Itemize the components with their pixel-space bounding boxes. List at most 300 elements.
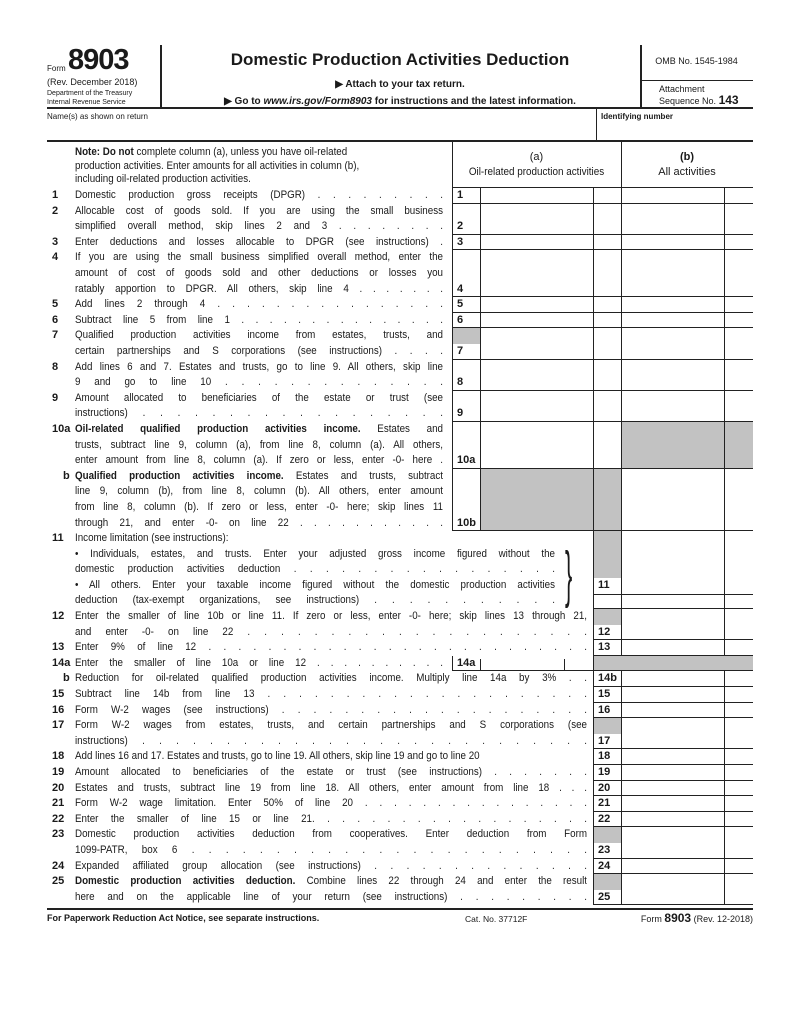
line-text: line 9, column (b), from line 8, column (b). All others, enter amount xyxy=(75,485,443,498)
line-number: b xyxy=(63,672,70,685)
line-number: 2 xyxy=(52,204,59,217)
line-text: If you are using the small business simplified overall method, enter the xyxy=(75,251,443,264)
rule xyxy=(593,594,753,595)
line-text: Subtract line 14b from line 13 . . . . . . . . . . . . . . . . . . . . . xyxy=(75,688,587,701)
note-line: production activities. Enter amounts for all activities in column (b), xyxy=(75,159,360,172)
line-number: 23 xyxy=(52,828,65,841)
omb-number: OMB No. 1545-1984 xyxy=(655,56,738,66)
line-3-col-b-cents[interactable] xyxy=(724,235,753,251)
line-text: domestic production activities deduction . . . . . . . . . . . . . . . . . xyxy=(75,563,555,576)
line-number: 5 xyxy=(52,298,59,311)
line-6-col-a-cents[interactable] xyxy=(593,313,621,329)
line-14b-amount[interactable] xyxy=(621,671,724,687)
line-19-row xyxy=(47,765,753,781)
line-2-col-b-amount[interactable] xyxy=(621,204,724,235)
description-line xyxy=(75,500,443,516)
line-1-col-a-cents[interactable] xyxy=(593,188,621,204)
line-text: Amount allocated to beneficiaries of the estate or trust (see instructions) . . . . . . . xyxy=(75,766,587,779)
column-b-letter: (b) xyxy=(679,151,695,163)
footer-revision: (Rev. 12-2018) xyxy=(693,914,753,924)
line-14a-row xyxy=(47,656,753,672)
line-box-label: 10a xyxy=(457,454,476,467)
line-2-col-a-amount[interactable] xyxy=(480,204,593,235)
line-number: 12 xyxy=(52,610,65,623)
line-number-box xyxy=(452,469,480,531)
attachment-label: Attachment xyxy=(659,84,705,94)
line-number-box xyxy=(593,671,621,687)
line-description xyxy=(75,235,503,251)
line-box-label: 1 xyxy=(457,189,464,201)
line-18-amount[interactable] xyxy=(621,749,724,765)
line-text: • Individuals, estates, and trusts. Enter your adjusted gross income figured without the xyxy=(75,547,555,560)
line-text: • All others. Enter your taxable income figured without the domestic production activities xyxy=(75,578,555,591)
line-box-label: 21 xyxy=(598,797,611,810)
line-text: Qualified production activities income from estates, trusts, and xyxy=(75,329,443,342)
line-23-amount[interactable] xyxy=(621,827,724,858)
description-line xyxy=(75,469,443,485)
shaded-area xyxy=(594,718,621,734)
description-line xyxy=(75,406,443,422)
line-6-col-a-amount[interactable] xyxy=(480,313,593,329)
name-label: Name(s) as shown on return xyxy=(47,112,148,121)
line-20-row xyxy=(47,781,753,797)
line-number-box xyxy=(593,874,621,905)
line-text: Combine lines 22 through 24 and enter the result xyxy=(295,875,587,888)
form-number: 8903 xyxy=(68,44,129,76)
attach-instruction: ▶ Attach to your tax return. xyxy=(335,79,465,90)
description-line xyxy=(75,656,443,672)
catalog-number: Cat. No. 37712F xyxy=(465,914,528,924)
line-5-col-b-cents[interactable] xyxy=(724,297,753,313)
line-7-col-b-cents[interactable] xyxy=(724,328,753,359)
line-9-col-b-amount[interactable] xyxy=(621,391,724,422)
line-17-amount[interactable] xyxy=(621,718,724,749)
goto-instruction xyxy=(160,96,640,107)
line-box-label: 20 xyxy=(598,781,611,794)
line-number-box xyxy=(593,765,621,781)
name-field[interactable] xyxy=(47,109,596,140)
shaded-area xyxy=(594,827,621,843)
line-13-cents[interactable] xyxy=(724,640,753,656)
description-line xyxy=(75,703,587,719)
line-7-col-a-cents[interactable] xyxy=(593,328,621,359)
description-line xyxy=(75,328,443,344)
line-description xyxy=(75,656,503,672)
line-box-label: 6 xyxy=(457,313,464,326)
goto-suffix: for instructions and the latest information. xyxy=(372,96,576,107)
line-4-col-a-cents[interactable] xyxy=(593,250,621,297)
line-text: Add lines 2 through 4 . . . . . . . . . . . . . . . . xyxy=(75,298,443,311)
line-10a-row xyxy=(47,422,753,469)
line-12-row xyxy=(47,609,753,640)
description-line xyxy=(75,484,443,500)
line-text: Enter the smaller of line 10b or line 11. If zero or less, enter -0- here; skip lines 13 through 21, xyxy=(75,610,587,623)
description-line xyxy=(75,188,443,204)
line-number: 8 xyxy=(52,360,59,373)
department: Department of the Treasury xyxy=(47,90,133,97)
description-line xyxy=(75,438,443,454)
line-6-col-b-amount[interactable] xyxy=(621,313,724,329)
note-line: complete column (a), unless you have oil-related xyxy=(133,146,348,158)
line-4-col-b-cents[interactable] xyxy=(724,250,753,297)
description-line xyxy=(75,859,587,875)
line-14b-cents[interactable] xyxy=(724,671,753,687)
line-number: 1 xyxy=(52,189,59,201)
line-10b-col-a-amount xyxy=(480,469,593,531)
note xyxy=(75,146,445,187)
agency: Internal Revenue Service xyxy=(47,99,126,106)
line-16-amount[interactable] xyxy=(621,703,724,719)
line-number-box xyxy=(593,827,621,858)
line-21-row xyxy=(47,796,753,812)
line-description xyxy=(75,204,503,235)
line-description xyxy=(75,188,503,204)
line-text: instructions) . . . . . . . . . . . . . . . . . . . . . . . . . . . xyxy=(75,734,587,747)
line-23-row xyxy=(47,827,753,858)
line-text: Amount allocated to beneficiaries of the estate or trust (see xyxy=(75,391,443,404)
line-9-row xyxy=(47,391,753,422)
shaded-area xyxy=(594,531,621,578)
description-line xyxy=(75,547,555,563)
line-number-box xyxy=(593,718,621,749)
line-number: 21 xyxy=(52,797,65,810)
rule xyxy=(593,904,753,905)
line-text: Reduction for oil-related qualified production activities income. Multiply line 14a by 3% . . xyxy=(75,672,587,685)
description-line xyxy=(75,266,443,282)
description-line xyxy=(75,422,443,438)
line-15-row xyxy=(47,687,753,703)
line-10a-col-b-amount xyxy=(621,422,724,469)
line-description xyxy=(75,812,670,828)
description-line xyxy=(75,235,443,251)
line-description xyxy=(75,781,670,797)
line-8-col-b-cents[interactable] xyxy=(724,360,753,391)
footer-form-number: 8903 xyxy=(664,911,692,925)
description-line xyxy=(75,516,443,532)
line-8-row xyxy=(47,360,753,391)
line-description xyxy=(75,469,503,531)
line-17-cents[interactable] xyxy=(724,718,753,749)
description-line xyxy=(75,531,555,547)
line-number-box xyxy=(452,422,480,469)
bold-lead: Domestic production activities deduction. xyxy=(75,875,296,888)
line-9-col-b-cents[interactable] xyxy=(724,391,753,422)
line-number: 16 xyxy=(52,703,65,716)
line-12-cents[interactable] xyxy=(724,609,753,640)
line-9-col-a-cents[interactable] xyxy=(593,391,621,422)
line-number-box xyxy=(593,859,621,875)
line-description xyxy=(75,250,503,297)
line-text: Subtract line 5 from line 1 . . . . . . . . . . . . . . . xyxy=(75,313,443,326)
line-8-col-a-cents[interactable] xyxy=(593,360,621,391)
line-text: Add lines 16 and 17. Estates and trusts, go to line 19. All others, skip line 19 and go to line 20 xyxy=(75,750,480,763)
line-10b-row xyxy=(47,469,753,531)
line-number: 10a xyxy=(52,422,71,435)
line-14b-row xyxy=(47,671,753,687)
line-text: Enter the smaller of line 10a or line 12 . . . . . . . . . . xyxy=(75,656,443,669)
line-24-row xyxy=(47,859,753,875)
line-3-col-b-amount[interactable] xyxy=(621,235,724,251)
line-2-row xyxy=(47,204,753,235)
line-box-label: 4 xyxy=(457,282,464,295)
line-10b-col-a-cents xyxy=(593,469,621,531)
line-20-amount[interactable] xyxy=(621,781,724,797)
line-10b-col-b-cents[interactable] xyxy=(724,469,753,531)
line-description xyxy=(75,609,670,640)
line-text: amount of cost of goods sold and other deductions or losses you xyxy=(75,266,443,279)
line-box-label: 19 xyxy=(598,766,611,779)
line-2-col-a-cents[interactable] xyxy=(593,204,621,235)
line-text: and enter -0- on line 22 . . . . . . . . . . . . . . . . . . . . . xyxy=(75,625,587,638)
description-line xyxy=(75,453,443,469)
column-b-header xyxy=(621,150,753,180)
line-box-label: 14a xyxy=(457,656,476,669)
description-line xyxy=(75,625,587,641)
line-number: 19 xyxy=(52,766,65,779)
description-line xyxy=(75,781,587,797)
line-2-col-b-cents[interactable] xyxy=(724,204,753,235)
line-number-box xyxy=(593,796,621,812)
line-text: certain partnerships and S corporations (see instructions) . . . . xyxy=(75,344,443,357)
line-description xyxy=(75,422,503,469)
line-description xyxy=(75,328,503,359)
description-line xyxy=(75,344,443,360)
description-line xyxy=(75,391,443,407)
line-16-cents[interactable] xyxy=(724,703,753,719)
line-text: through 21, and enter -0- on line 22 . . . . . . . . . . . xyxy=(75,516,443,529)
line-18-row xyxy=(47,749,753,765)
line-number: 4 xyxy=(52,251,59,264)
line-number-box xyxy=(593,749,621,765)
column-a-letter: (a) xyxy=(529,151,544,163)
line-12-amount[interactable] xyxy=(621,609,724,640)
line-number-box xyxy=(593,609,621,640)
line-text: Expanded affiliated group allocation (see instructions) . . . . . . . . . . . . . . xyxy=(75,859,587,872)
line-description xyxy=(75,749,670,765)
line-10a-col-a-amount[interactable] xyxy=(480,422,593,469)
line-text: from line 8, column (b). If zero or less, enter -0- here; skip lines 11 xyxy=(75,500,443,513)
line-box-label: 8 xyxy=(457,376,464,389)
line-7-col-a-amount[interactable] xyxy=(480,328,593,359)
line-7-row xyxy=(47,328,753,359)
line-text: Form W-2 wage limitation. Enter 50% of line 20 . . . . . . . . . . . . . . . . xyxy=(75,797,587,810)
line-number: 17 xyxy=(52,719,65,732)
line-3-col-a-amount[interactable] xyxy=(480,235,593,251)
line-1-col-a-amount[interactable] xyxy=(480,188,593,204)
line-text: Estates and trusts, subtract xyxy=(283,469,443,482)
note-bold: Note: Do not xyxy=(75,146,134,158)
line-21-cents[interactable] xyxy=(724,796,753,812)
line-number: 9 xyxy=(52,391,59,404)
line-description xyxy=(75,671,670,687)
line-1-col-b-cents[interactable] xyxy=(724,188,753,204)
line-3-col-a-cents[interactable] xyxy=(593,235,621,251)
line-description xyxy=(75,391,503,422)
line-5-col-a-amount[interactable] xyxy=(480,297,593,313)
form-title: Domestic Production Activities Deduction xyxy=(230,50,570,69)
line-text: 1099-PATR, box 6 . . . . . . . . . . . . . . . . . . . . . . . . xyxy=(75,844,587,857)
line-25-amount[interactable] xyxy=(621,874,724,905)
line-24-cents[interactable] xyxy=(724,859,753,875)
line-number-box xyxy=(452,235,480,251)
line-number: 7 xyxy=(52,329,59,342)
line-4-col-a-amount[interactable] xyxy=(480,250,593,297)
line-19-amount[interactable] xyxy=(621,765,724,781)
line-description xyxy=(75,640,670,656)
line-22-row xyxy=(47,812,753,828)
line-18-cents[interactable] xyxy=(724,749,753,765)
sequence-number xyxy=(659,93,739,107)
line-text: Form W-2 wages from estates, trusts, and certain partnerships and S corporations (see xyxy=(75,719,587,732)
line-10b-col-b-amount[interactable] xyxy=(621,469,724,531)
line-4-row xyxy=(47,250,753,297)
description-line xyxy=(75,562,555,578)
line-19-cents[interactable] xyxy=(724,765,753,781)
description-line xyxy=(75,718,587,734)
line-number-box xyxy=(452,188,480,204)
paperwork-notice: For Paperwork Reduction Act Notice, see separate instructions. xyxy=(47,913,320,923)
line-24-amount[interactable] xyxy=(621,859,724,875)
description-line xyxy=(75,282,443,298)
line-description xyxy=(75,765,670,781)
irs-url-link[interactable]: www.irs.gov/Form8903 xyxy=(263,96,372,107)
line-20-cents[interactable] xyxy=(724,781,753,797)
description-line xyxy=(75,671,587,687)
line-5-col-b-amount[interactable] xyxy=(621,297,724,313)
description-line xyxy=(75,250,443,266)
line-text: 9 and go to line 10 . . . . . . . . . . . . . . xyxy=(75,376,443,389)
line-13-amount[interactable] xyxy=(621,640,724,656)
goto-prefix: ▶ Go to xyxy=(224,96,264,107)
description-line xyxy=(75,890,587,906)
line-number-box xyxy=(452,313,480,329)
line-text: here and on the applicable line of your return (see instructions) . . . . . . . . . xyxy=(75,890,587,903)
line-25-cents[interactable] xyxy=(724,874,753,905)
line-text: enter amount from line 8, column (a). If zero or less, enter -0- here . xyxy=(75,454,443,467)
line-8-col-a-amount[interactable] xyxy=(480,360,593,391)
form-revision: (Rev. December 2018) xyxy=(47,77,138,87)
line-1-col-b-amount[interactable] xyxy=(621,188,724,204)
description-line xyxy=(75,843,587,859)
line-box-label: 24 xyxy=(598,859,611,872)
line-description xyxy=(75,531,633,609)
form-lines xyxy=(47,188,753,905)
line-text: Income limitation (see instructions): xyxy=(75,532,229,545)
shaded-area xyxy=(594,874,621,890)
line-1-row xyxy=(47,188,753,204)
line-9-col-a-amount[interactable] xyxy=(480,391,593,422)
line-number-box xyxy=(452,204,480,235)
line-17-row xyxy=(47,718,753,749)
line-7-col-b-amount[interactable] xyxy=(621,328,724,359)
line-description xyxy=(75,796,670,812)
line-number: 6 xyxy=(52,313,59,326)
brace-icon: } xyxy=(565,539,573,609)
identifying-number-label: Identifying number xyxy=(601,112,673,121)
line-number: 20 xyxy=(52,781,65,794)
description-line xyxy=(75,687,587,703)
line-number-box xyxy=(593,531,621,609)
line-number: b xyxy=(63,469,70,482)
line-number: 3 xyxy=(52,235,59,248)
line-description xyxy=(75,718,670,749)
line-number-box xyxy=(452,250,480,297)
line-5-col-a-cents[interactable] xyxy=(593,297,621,313)
line-box-label: 7 xyxy=(457,344,464,357)
line-number: 13 xyxy=(52,641,65,654)
line-number-box xyxy=(593,703,621,719)
description-line xyxy=(75,609,587,625)
line-box-label: 11 xyxy=(598,578,610,591)
line-number-box xyxy=(452,297,480,313)
line-box-label: 17 xyxy=(598,734,611,747)
line-number: 25 xyxy=(52,875,65,888)
line-text: Estates and xyxy=(360,422,443,435)
identifying-number-field[interactable] xyxy=(597,109,753,140)
line-text: deduction (tax-exempt organizations, see instructions) . . . . . . . . . . . xyxy=(75,594,555,607)
note-line: including oil-related production activities. xyxy=(75,173,251,185)
line-22-amount[interactable] xyxy=(621,812,724,828)
column-a-label: Oil-related production activities xyxy=(468,166,605,178)
description-line xyxy=(75,313,443,329)
shaded-area xyxy=(594,609,621,625)
line-15-cents[interactable] xyxy=(724,687,753,703)
line-22-cents[interactable] xyxy=(724,812,753,828)
line-23-cents[interactable] xyxy=(724,827,753,858)
line-text: trusts, subtract line 9, column (a), from line 8, column (a). All others, xyxy=(75,438,443,451)
line-description xyxy=(75,874,670,905)
line-number-box xyxy=(452,328,480,359)
line-25-row xyxy=(47,874,753,905)
description-line xyxy=(75,297,443,313)
line-16-row xyxy=(47,703,753,719)
line-11-cents[interactable] xyxy=(724,531,753,609)
line-description xyxy=(75,297,503,313)
line-text: Enter deductions and losses allocable to DPGR (see instructions) . xyxy=(75,235,443,248)
line-description xyxy=(75,703,670,719)
line-6-col-b-cents[interactable] xyxy=(724,313,753,329)
description-line xyxy=(75,874,587,890)
line-4-col-b-amount[interactable] xyxy=(621,250,724,297)
line-8-col-b-amount[interactable] xyxy=(621,360,724,391)
line-text: Domestic production gross receipts (DPGR) . . . . . . . . . xyxy=(75,189,443,201)
description-line xyxy=(75,749,587,765)
line-text: simplified overall method, skip lines 2 and 3 . . . . . . . . xyxy=(75,220,443,233)
line-11-amount[interactable] xyxy=(621,531,724,609)
line-10a-col-a-cents[interactable] xyxy=(593,422,621,469)
line-15-amount[interactable] xyxy=(621,687,724,703)
line-box-label: 9 xyxy=(457,407,464,420)
footer-form-label: Form xyxy=(640,914,662,924)
description-line xyxy=(75,375,443,391)
line-box-label: 14b xyxy=(598,672,617,685)
line-box-label: 3 xyxy=(457,235,464,248)
line-box-label: 22 xyxy=(598,812,611,825)
line-box-label: 5 xyxy=(457,298,464,311)
description-line xyxy=(75,640,587,656)
description-line xyxy=(75,812,587,828)
description-line xyxy=(75,765,587,781)
description-line xyxy=(75,796,587,812)
line-box-label: 15 xyxy=(598,688,611,701)
line-description xyxy=(75,827,670,858)
line-number: 14a xyxy=(52,656,71,669)
line-box-label: 2 xyxy=(457,220,464,233)
line-number: 22 xyxy=(52,812,65,825)
line-21-amount[interactable] xyxy=(621,796,724,812)
line-number-box xyxy=(452,656,480,672)
line-box-label: 13 xyxy=(598,641,611,654)
